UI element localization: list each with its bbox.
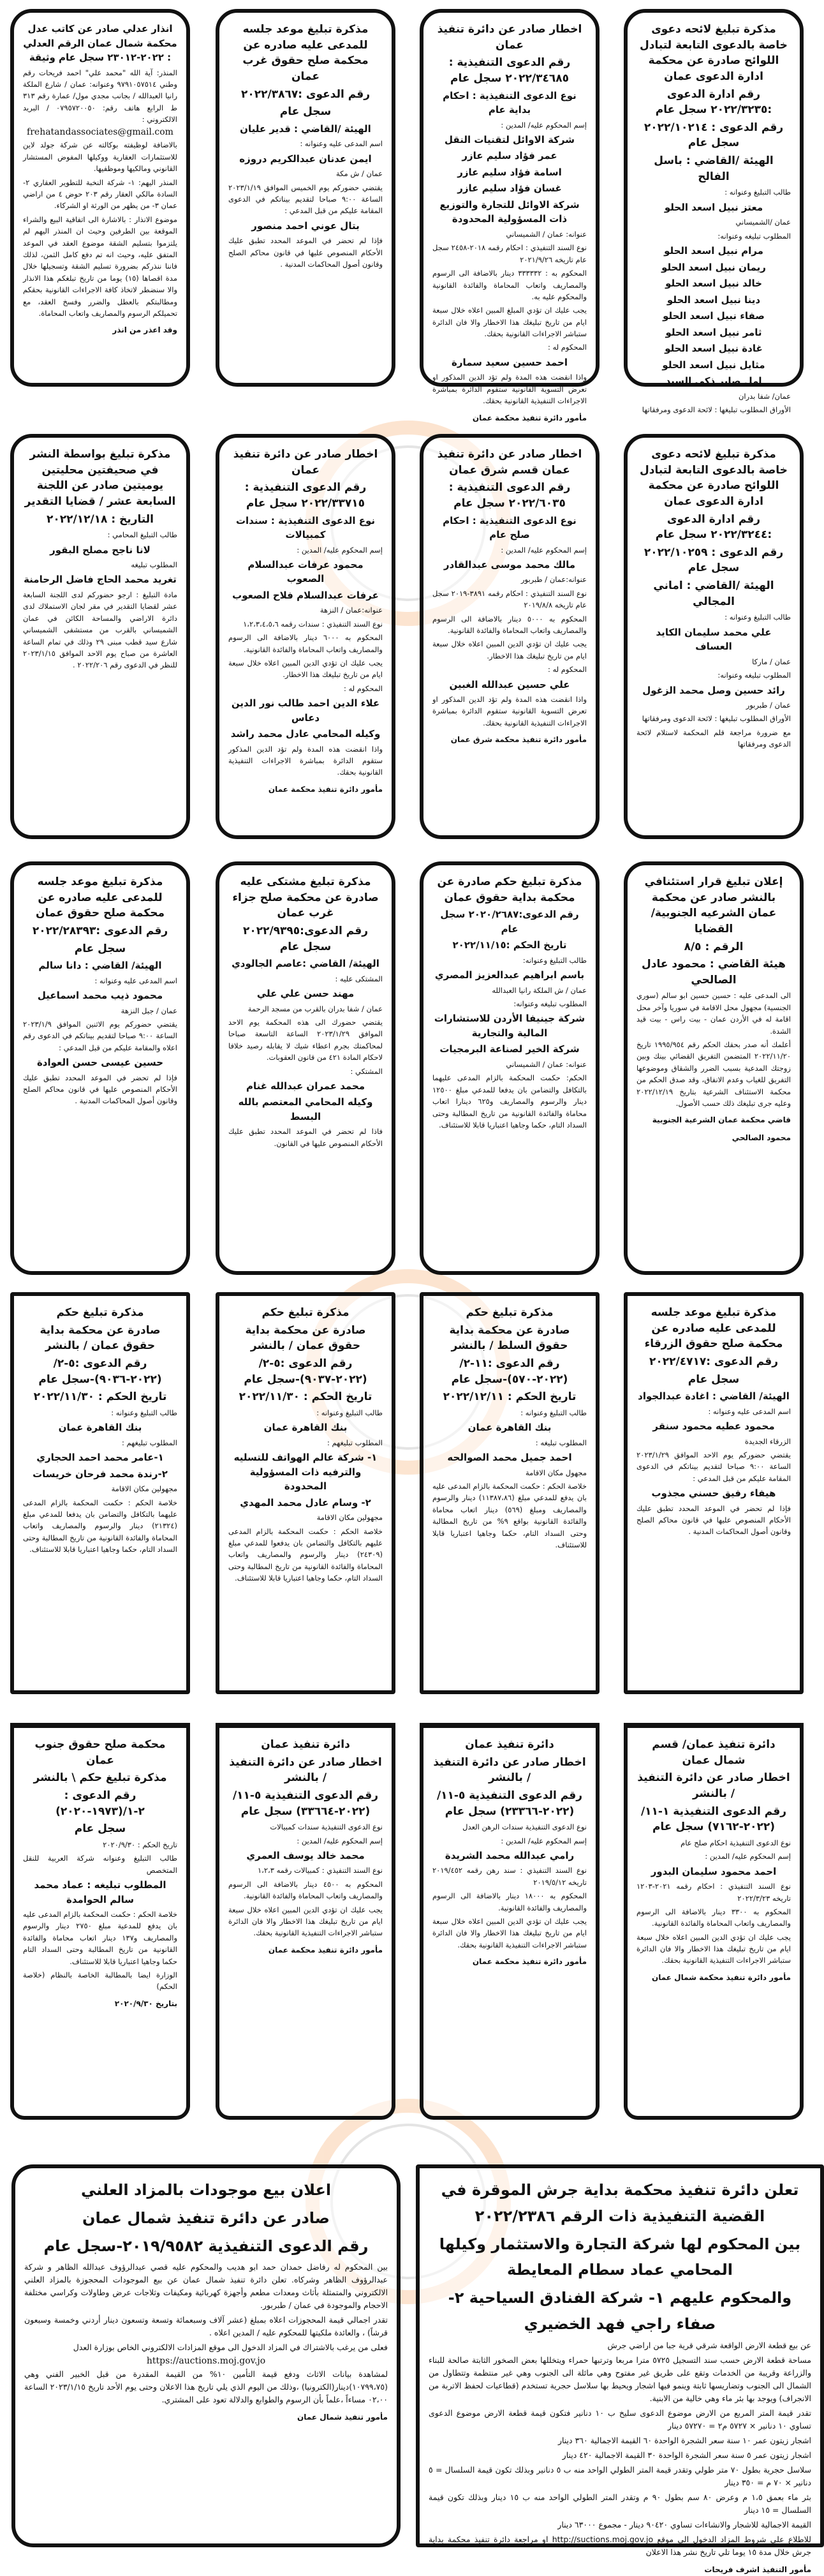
party-name: الهيئة/ القاضي :عاصم الجالودي: [232, 958, 379, 970]
notice-text: واذا انقضت هذه المدة ولم تؤد الدين المذكور او تعرض التسوية القانونية ستقوم الدائرة بمباشرة الاجراءات التنفيذية القانونية بحقك.: [432, 695, 587, 727]
notice-text: المحكوم به ٤٥٠٠ دينار بالاضافة الى الرسوم والمصاريف واتعاب المحاماة والفائدة القانونية.: [228, 1879, 383, 1901]
notice-text: إسم المحكوم عليه/ المدين :: [705, 1852, 791, 1861]
notice-text: اسم المدعى عليه وعنوانه :: [708, 1406, 791, 1416]
party-name: وكيله المحامي المعتصم بالله البسط: [238, 1096, 373, 1122]
web-address[interactable]: frehatandassociates@gmail.com: [27, 127, 173, 138]
notice-heading: مذكرة تبليغ موعد جلسه للمدعى عليه صادره عن محكمة صلح حقوق عمان: [36, 875, 165, 920]
legal-notice: [216, 861, 395, 1275]
notice-heading: مذكرة تبليغ موعد جلسه للمدعى عليه صادره عن محكمة صلح حقوق غرب عمان: [242, 23, 369, 83]
notice-heading: سجل عام: [688, 1373, 740, 1386]
notice-text: فاذا لم تحضر في الموعد المحدد تطبق عليك الأحكام المنصوص عليها في القانون.: [228, 1127, 383, 1148]
notice-text: يجب عليك ان تؤدي الدين المبين اعلاه خلال سبعة ايام من تاريخ تبليغك هذا الاخطار والا فان الدائرة ستباشر الاجراءات التنفيذية القانونية بحقك.: [636, 1932, 791, 1965]
notice-text: نوع السند التنفيذي : سندات رقمه ١،٢،٣،٤،٥،٦: [243, 619, 383, 629]
legal-notice: [10, 861, 190, 1275]
notice-heading: مذكرة تبليغ لائحه دعوى خاصة بالدعوى التابعة لتبادل اللوائح صادرة عن محكمة ادارة الدعوى عمان: [640, 448, 788, 508]
notice-text: عنوانه:عمان / طبربور: [520, 575, 587, 584]
notice-heading: رقم الدعوى التنفيذية : ٢٠٢٢/٦٠٣٥ سجل عام: [448, 481, 571, 510]
notice-heading: محكمة صلح حقوق جنوب عمان: [34, 1738, 166, 1767]
notice-text: عمان / ماركا: [752, 657, 791, 666]
notice-text: يجب عليك ان تؤدي الدين المبين اعلاه خلال سبعة ايام من تاريخ تبليغك هذا الاخطار والا فان الدائرة ستباشر الاجراءات التنفيذية القانونية بحقك.: [228, 1905, 383, 1938]
notice-text: فإذا لم تحضر في الموعد المحدد تطبق عليك الأحكام المنصوص عليها في قانون محاكم الصلح وقانون أصول المحاكمات المدنية .: [23, 1073, 177, 1106]
notice-text: طالب التبليغ وعنوانه :: [111, 1408, 177, 1417]
notice-heading: صادرة عن محكمة بداية حقوق عمان / بالنشر: [245, 1323, 366, 1353]
notice-heading: هيئة القاضي : محمود عادل الصالحي: [642, 958, 786, 986]
notice-heading: إعلان تبليغ قرار استئنافي بالنشر صادر عن محكمة عمان الشرعيه الجنوبية/ القضايا: [644, 875, 783, 935]
notice-text: نوع الدعوى التنفيذية سندات الرهن العدل: [462, 1822, 587, 1832]
notice-text: إسم المحكوم عليه/ المدين :: [297, 545, 383, 555]
party-name: بنك القاهرة عمان: [263, 1422, 348, 1434]
party-name: وكيله المحامي عادل محمد راشد: [230, 728, 381, 740]
notice-text: المشتكى عليه :: [335, 974, 383, 983]
notice-text: المحكوم به ١٨٠٠٠ دينار بالاضافة الى الرسوم والمصاريف والفائدة القانونية.: [432, 1891, 587, 1912]
party-name: لانا ناجح مصلح البقور: [50, 544, 151, 556]
notice-heading: اخطار صادر عن دائرة التنفيذ / بالنشر: [433, 1755, 586, 1785]
notice-text: نوع السند التنفيذي : كمبيالات رقمه ١،٢،٣: [257, 1866, 383, 1875]
notice-text: نوع الدعوى التنفيذية سندات كمبيالات: [270, 1822, 383, 1832]
party-name: علاء الدين احمد طالب نور الدين دعاس: [231, 697, 380, 724]
notice-heading: رقم الدعوى التنفيذية ٥-١١/ (٢٠٢٢-٢٣٣٦٦) سجل عام: [436, 1789, 583, 1818]
party-name: محمود ذيب محمد اسماعيل: [37, 990, 163, 1002]
notice-text: المحكوم له :: [547, 665, 587, 674]
party-name: الهيئة /القاضي : قدير عليان: [240, 123, 371, 135]
notice-text: المطلوب تبليغه وعنوانه:: [513, 999, 587, 1009]
party-name: ريمان نبيل اسعد الحلو: [661, 261, 766, 273]
party-name: باسم ابراهيم عبدالعزيز المصري: [434, 969, 585, 981]
signature: قاضي محكمة عمان الشرعية الجنوبية: [652, 1115, 791, 1125]
notice-text: المطلوب تبليغه: [131, 560, 177, 570]
notice-text: المحكوم به ٦٠٠٠ دينار بالاضافة الى الرسوم والمصاريف واتعاب المحاماة والفائدة القانونية.: [228, 633, 383, 654]
notice-text: إسم المحكوم عليه/ المدين :: [501, 120, 587, 130]
party-name: محمود عطيه محمود سنقر: [652, 1420, 775, 1433]
notice-heading: رقم الدعوى التنفيذية ١-١١/ (٢٠٢٢-٧١٦٢) سجل عام: [640, 1805, 787, 1834]
notice-heading: صادرة عن محكمة بداية حقوق عمان / بالنشر: [40, 1323, 161, 1353]
notice-heading: مذكرة تبليغ بواسطة النشر في صحيفتين محليتين يوميتين صادر عن اللجنة السابعة عشر / قضايا التقدير: [24, 448, 176, 508]
notice-text: إسم المحكوم عليه/ المدين :: [501, 545, 587, 555]
party-name: محمد خالد يوسف العمري: [246, 1849, 365, 1861]
notice-text: نوع السند التنفيذي : احكام رقمه ٣٨٩١-٢٠١٩ سجل عام تاريخه ٢٠١٩/٨/٨: [432, 588, 587, 610]
notice-text: تقدر قيمة المتر المربع من الارض موضوع الدعوى سليخ ب ١٠ دنانير فتكون قيمة قطعة الارض موضوع الدعوى تساوي ١٠ دنانير × ٥٧٢٧ م٢ = ٥٧٢٧٠ دينار: [429, 2408, 812, 2431]
notice-text: المطلوب تبليغه :: [535, 1438, 587, 1447]
legal-notice: [624, 861, 804, 1275]
notice-text: عمان / ش الملكة رانيا العبدالله: [492, 985, 587, 995]
party-name: عمر فؤاد سليم عازر: [462, 150, 557, 162]
notice-heading: مذكرة تبليغ حكم صادرة عن محكمة بداية حقوق عمان: [437, 875, 582, 904]
notice-heading: اخطار صادر عن دائرة تنفيذ عمان: [233, 448, 378, 477]
notice-heading: اخطار صادر عن دائرة التنفيذ / بالنشر: [637, 1771, 790, 1800]
notice-text: المحكوم به ٣٣٠٠ دينار بالاضافة الى الرسوم والمصاريف واتعاب المحاماة والفائدة القانونية.: [636, 1907, 791, 1928]
notice-text: تاريخ الحكم : ٢٠٢٠/٩/٣٠: [103, 1840, 177, 1849]
notice-heading: مذكرة تبليغ مشتكى عليه صادرة عن محكمة صلح جزاء غرب عمان: [232, 875, 379, 920]
party-name: صفاء نبيل اسعد الحلو: [663, 310, 765, 322]
notice-heading: دائرة تنفيذ عمان: [465, 1738, 554, 1751]
party-name: ايمن عدنان عبدالكريم دروزه: [239, 153, 372, 165]
notice-heading: رقم الدعوى : ٢٠٢٢/١٠٢٥٩ سجل عام: [644, 546, 784, 575]
notice-heading: تاريخ الحكم : ٢٠٢٢/١١/٣٠: [33, 1390, 167, 1404]
notice-heading: الهيئة /القاضي : باسل الفالح: [654, 154, 774, 183]
notice-heading: رقم الدعوى :٢٠٢٢/٤٧١٧: [649, 1355, 778, 1368]
legal-notice: [216, 9, 395, 387]
notice-heading: مذكرة تبليغ موعد جلسه للمدعى عليه صادره عن محكمة صلح حقوق الزرقاء: [644, 1306, 783, 1351]
legal-notice: [10, 1292, 190, 1694]
notice-text: طالب التبليغ وعنوانه :: [725, 188, 791, 197]
party-name: نوع الدعوى التنفيذية : احكام بداية عام: [443, 89, 577, 116]
signature: مأمور دائرة تنفيذ محكمة عمان: [472, 1957, 587, 1967]
notice-heading: تعلن دائرة تنفيذ محكمة بداية جرش الموقرة في القضية التنفيذية ذات الرقم ٢٠٢٢/٢٣٨٦: [441, 2181, 799, 2225]
notice-text: بئر ماء بعمق ١،٥ م وعرض ٨٠ سم بطول ٩٠ م وتقدر المتر الطولي الواحد منه ب ١٥ دينار وبذلك تكون قيمة السلسال = ١٥ دينار: [429, 2492, 811, 2515]
notice-heading: مذكرة تبليغ لائحه دعوى خاصة بالدعوى التابعة لتبادل اللوائح صادرة عن محكمة ادارة الدعوى عمان: [640, 23, 788, 83]
legal-notice: [10, 434, 190, 839]
party-name: احمد محمود سليمان البدور: [651, 1865, 777, 1877]
notice-text: مع ضرورة مراجعة قلم المحكمة لاستلام لائحة الدعوى ومرفقاتها: [636, 727, 791, 749]
notice-text: يقتضي حضوركم يوم الاثنين الموافق ٢٠٢٣/١/٩ الساعة ٩:٠٠ صباحا لتقديم بيناتكم في الدعوى رقم اعلاه والمقامة عليكم من قبل المدعي :: [23, 1019, 177, 1052]
party-name: ثامر نبيل اسعد الحلو: [665, 326, 762, 338]
notice-text: أعلمك أنه صدر بحقك الحكم رقم ١٩٩٥/٩٥٤ تاريخ ٢٠٢٢/١١/٢٠ المتضمن التفريق القضائي بينك وبين زوجتك المدعية بسبب الضرر والشقاق وموضوعها التفريق للغياب وعدم الانفاق، وقد صدق الحكم من محكمة الاستئناف الشرعية بتاريخ ٢٠٢٢/١٢/١٩ وعليه جرى تبليغك ذلك حسب الأصول.: [636, 1040, 791, 1108]
notice-text: عنوانه: عمان / الشميساني: [506, 1059, 587, 1069]
notice-text: يقتضي حضورك الى هذه المحكمة يوم الاحد الموافق ٢٠٢٣/١/٢٩ الساعة التاسعة صباحا لمحاكمتك بجرم اعطاء شيك لا يقابله رصيد خلافا لاحكام المادة ٤٢١ من قانون العقوبات.: [228, 1017, 383, 1062]
notice-heading: رقم الدعوى : ٢-١/(١٩٧٣-٢٠٢٠): [55, 1789, 145, 1818]
party-name: رائد حسين وصل محمد الزغول: [642, 684, 785, 696]
notice-text: طالب التبليغ وعنوانه :: [316, 1408, 383, 1417]
notice-text: طالب التبليغ وعنوانه:: [522, 955, 587, 965]
party-name: انذار عدلي صادر عن كاتب عدل محكمة شمال عمان الرقم العدلي : ٢٠٢٢-٢٣٠١٢ سجل عام وثيقة: [23, 23, 177, 63]
notice-heading: رقم الدعوى التنفيذية : ٢٠٢٢/٣٤٦٨٥ سجل عام: [448, 56, 571, 85]
notice-heading: رقم الدعوى :٥-٢/ (٢٠٢٢-٩٠٣٧)-سجل عام: [244, 1357, 367, 1386]
notice-heading: دائرة تنفيذ عمان/ قسم شمال عمان: [652, 1738, 776, 1767]
notice-heading: اعلان بيع موجودات بالمزاد العلني: [80, 2181, 332, 2199]
party-name: محمود عرفات عبدالسلام الصعوب: [247, 558, 364, 585]
legal-notice: [216, 434, 395, 839]
notice-heading: رقم الدعوى :١١-٢/ (٢٠٢٢-٥٧٠)-سجل عام: [451, 1357, 568, 1386]
notice-heading: تاريخ الحكم : ٢٠٢٢/١٢/١١: [443, 1390, 577, 1404]
notice-text: اسم المدعى عليه وعنوانه :: [300, 139, 383, 149]
notice-heading: الهيئة /القاضي : اماني المجالي: [653, 579, 774, 608]
notice-heading: رقم الدعوى :٢٠٢٢/٢٨٣٩٣: [32, 924, 168, 937]
notice-text: مجهولين مكان الاقامة: [111, 1484, 177, 1494]
party-name: محمد عمران عبدالله غنام: [246, 1080, 365, 1092]
signature: محمود الصالحي: [732, 1133, 791, 1142]
notice-heading: رقم الدعوى التنفيذية : ٢٠٢٢/٣٣٧١٥ سجل عام: [244, 481, 367, 510]
signature: وقد اعذر من انذر: [112, 325, 177, 335]
notice-text: نوع السند التنفيذي : احكام رقمه ٢٠١٨-٢٤٥٨ سجل عام تاريخه ٢٠٢١/٩/٢٦: [432, 243, 587, 264]
notice-text: مادة التبليغ : ارجو حضوركم لدى اللجنة السابعة عشر لقضايا التقدير في مقر لجان الاستملاك لدى دائرة الاراضي والمساحة الكائن في عمان الشميساني بالقرب من مستشفى الشميساني شارع سيد قطب مبنى ٢٩ وذلك في تمام الساعة العاشرة من صباح يوم الاحد الموافق ٢٠٢٣/١/١٥ للنظر في الدعوى رقم ٢٠٢٢/٢٠٦ .: [23, 590, 177, 670]
notice-text: إسم المحكوم عليه/ المدين :: [501, 1836, 587, 1845]
party-name: هيفاء رفيق حسني مجذوب: [651, 1487, 776, 1500]
party-name: احمد حسين سعيد سمارة: [452, 356, 568, 368]
notice-text: عمان / طبربور: [746, 701, 791, 710]
party-name: مهند حسن علي علي: [256, 988, 355, 1000]
party-name: ١-عامر محمد احمد الحجاري: [36, 1452, 164, 1464]
notice-text: مساحة قطعة الارض حسب سند التسجيل ٥٧٢٥ مترا مربعا وترتبها حمراء ويتخللها بعض الصخور الثابتة صالحة للبناء والزراعة وقريبة من الخدمات وتقع على طريق غير مفتوح وهي مائلة الى الجنوب وهي غير منتظمة وتتطاول من الشمال الى الجنوب وتضاريسها ثابتة وينمو فيها اشجار ويحيط بها سلاسل حجرية تستخدم (قطاعيات لحفظ الاتربة من الانجراف) ويوجد بها بئر ماء وهي خالية من الابنية.: [429, 2355, 811, 2403]
party-name: تاريخ الحكم :٢٠٢٢/١١/١٥: [452, 939, 567, 951]
notice-text: فعلى من يرغب بالاشتراك في المزاد الدخول الى موقع المزادات الالكتروني الخاص بوزارة العدل: [73, 2342, 388, 2353]
notice-text: الوزارة ايضا بالمطالبة الخاصة بالنظام (خلاصة الحكم): [23, 1970, 177, 1992]
notice-text: المحكوم به ٥٠٠٠ دينار بالاضافة الى الرسوم والمصاريف واتعاب المحاماة والفائدة القانونية.: [432, 614, 587, 636]
party-name: شركة جينيفا الأردن للاستشارات المالية والتجارية: [434, 1013, 585, 1039]
notice-text: لمشاهدة بيانات الاثاث ودفع قيمة التأمين ١٠% من القيمة المقدرة من قبل الخبير الفني وهي (١٠٧٩٩،٧٥)دينار(الكترونيا) ،وذلك من اليوم الذي يلي تاريخ هذا الاعلان وحتى يوم الأحد تاريخ ٢٠٢٣/١/١٥ الساعة ٠٢،٠٠ مساءاً ،علماً بأن الرسوم والطوابع والدلالة تعود على المشتري.: [24, 2369, 388, 2405]
party-name: اسامة فؤاد سليم عازر: [457, 166, 562, 178]
notice-heading: رقم الدعوى:٢٠٢٢/٩٣٩٥ سجل عام: [242, 924, 369, 953]
notice-text: المنذر: آية الله "محمد علي" احمد فريحات رقم وطني ٩٧٩١٠٥٧٥١٤ وعنوانه: عمان / شارع الملكة رانيا العبدالله / بجانب مجدي مول/ عمارة رقم ٣١٣ ط الرابع هاتف رقم: ٠٧٩٥٧٢٠٠٥٠ / البريد الالكتروني :: [23, 68, 178, 124]
party-name: معتز نبيل اسعد الحلو: [664, 201, 763, 213]
notice-heading: بين المحكوم لها شركة التجارة والاستثمار وكيلها المحامي عماد سطام المعايطة: [439, 2235, 801, 2279]
party-name: علي حسين عبدالله الغبين: [449, 678, 570, 690]
notice-heading: سجل عام: [74, 942, 126, 955]
notice-text: مجهولين مكان الاقامة: [316, 1513, 383, 1523]
party-name: رقم الدعوى:٢٠٢٠/٢٦٨٧ سجل عام: [440, 909, 579, 935]
legal-notice: [11, 2164, 401, 2547]
party-name: علي محمد سليمان الكايد العساف: [656, 626, 772, 653]
notice-text: اشجار زيتون عمر ٥ سنة سعر الشجرة الواحدة ٣٠ القيمة الاجمالية ٤٢٠ دينار: [562, 2450, 811, 2460]
notice-text: نوع السند التنفيذي : سند رهن رقمه ٢٠١٩/٤٥٢ تاريخه ٢٠١٩/٥/١٢: [432, 1866, 587, 1887]
notice-text: المنذر اليهم: ١- شركة النخبة للتطوير العقاري ٢- السادة مالكي العقار رقم ٢٠٣ حوض ٤ من اراضي عمان ٣- من يظهر من الورثة او الشركاء.: [23, 177, 178, 211]
party-name: نوع الدعوى التنفيذية : سندات كمبيالات: [235, 514, 376, 541]
notice-text: طالب التبليغ وعنوانه شركة العربية للنقل المتخصص: [23, 1854, 177, 1875]
notice-text: الى المدعى عليه : حسين حسين ابو سالم (سوري الجنسية) مجهول محل الاقامة في سوريا وآخر محل اقامة له في الأردن عمان - بيت راس - بيت قيد الشدة.: [636, 991, 791, 1036]
legal-notice: [624, 1292, 804, 1694]
notice-text: واذا انقضت هذه المدة ولم تؤد الدين المذكور او تعرض التسوية القانونية ستقوم الدائرة بمباشرة الاجراءات التنفيذية القانونية بحقك.: [432, 373, 587, 406]
legal-notice: [624, 434, 804, 839]
notice-text: عمان / جبل النزهة: [121, 1006, 177, 1015]
legal-notice: [624, 9, 804, 414]
notice-text: يجب عليك ان تؤدي الدين المبين اعلاه خلال سبعة ايام من تاريخ تبليغك هذا الاخطار والا فان الدائرة ستباشر الاجراءات التنفيذية القانونية بحقك.: [432, 1917, 587, 1949]
legal-notice: [10, 1723, 190, 2120]
party-name: بتال عوني احمد منصور: [251, 220, 360, 232]
signature: بتاريخ ٢٠٢٠/٩/٣٠: [114, 1999, 177, 2008]
notice-text: اشجار زيتون عمر ١٠ سنة سعر الشجرة الواحدة ٦٠ القيمة الاجمالية ٣٦٠ دينار: [557, 2435, 811, 2445]
signature: مأمور دائرة تنفيذ محكمة شمال عمان: [651, 1972, 791, 1982]
notice-text: خلاصة الحكم : حكمت المحكمة بالزام المدعى عليهما بالتكافل والتضامن بان يدفعا للمدعي مبلغ (٢١٣٢٤) دينار والرسوم والمصاريف واتعاب المحاماة والفائدة القانونية من تاريخ المطالبة وحتى السداد التام، حكما وجاهيا اعتباريا قابلا للاستئناف.: [23, 1498, 177, 1554]
party-name: عرفات عبدالسلام فلاح الصعوب: [232, 589, 379, 601]
notice-heading: التاريخ : ٢٠٢٢/١٢/١٨: [46, 512, 154, 526]
notice-heading: تاريخ الحكم : ٢٠٢٢/١١/٣٠: [239, 1390, 372, 1404]
notice-text: للاطلاع على شروط المزاد الدخول الى موقع http://suctions.moj.gov.jo او مراجعة دائرة تنفيذ محكمة بداية جرش خلال مدة ١٥ يوما تلي تاريخ نشر هذا الاعلان: [429, 2534, 811, 2557]
notice-text: يقتضي حضوركم يوم الخميس الموافق ٢٠٢٣/١/١٩ الساعة ٩:٠٠ صباحا لتقديم بيناتكم في الدعوى المقامة عليكم من قبل المدعي :: [228, 182, 383, 216]
party-name: الهيئة/ القاضي : دانا سالم: [38, 960, 162, 972]
notice-heading: رقم ادارة الدعوى :٢٠٢٢/٣٢٣٥ سجل عام: [655, 87, 772, 117]
notice-text: الحكم: حكمت المحكمة بالزام المدعى عليهما بالتكافل والتضامن بان يدفعا للمدعي مبلغ ١٢٥٠٠ دينار والرسوم والمصاريف و٦٢٥ دينارا اتعاب محاماة والفائدة القانونية من تاريخ المطالبة وحتى السداد التام، حكما وجاهيا اعتباريا قابلا للاستئناف.: [432, 1073, 587, 1129]
party-name: غسان فؤاد سليم عازر: [457, 182, 562, 195]
party-name: تغريد محمد الحاج فاضل الرحامنة: [24, 574, 177, 586]
legal-notice: [420, 434, 600, 839]
notice-text: المطلوب تبليغه وعنوانه:: [717, 231, 791, 241]
party-name: ٢-رندة محمد فرحان خريسات: [33, 1468, 168, 1480]
notice-text: خلاصة الحكم : حكمت المحكمة بالزام المدعى عليه بان يدفع للمدعية مبلغ ٢٧٥٠ دينار والرسوم والمصاريف و١٣٧ دينار اتعاب محاماة والفائدة القانونية من تاريخ المطالبة وحتى السداد التام حكما وجاهيا اعتباريا قابلا للاستئناف.: [23, 1910, 177, 1966]
notice-text: يجب عليك ان تؤدي الدين المبين اعلاه خلال سبعة ايام من تاريخ تبليغك هذا الاخطار.: [228, 659, 383, 680]
notice-text: واذا انقضت هذه المدة ولم تؤد الدين المذكور ستقوم الدائرة بمباشرة الاجراءات التنفيذية القانونية بحقك.: [228, 744, 383, 777]
notice-heading: اخطار صادر عن دائرة تنفيذ عمان قسم شرق عمان: [437, 448, 582, 477]
web-address[interactable]: https://auctions.moj.gov.jo: [146, 2356, 266, 2367]
notice-text: عنوانه:عمان / النزهة: [320, 606, 383, 615]
notice-text: فإذا لم تحضر في الموعد المحدد تطبق عليك الأحكام المنصوص عليها في قانون محاكم الصلح وقانون أصول المحاكمات المدنية .: [228, 236, 383, 269]
signature: مأمور دائرة تنفيذ محكمة عمان: [268, 784, 383, 794]
notice-text: نوع الدعوى التنفيذية احكام صلح عام: [681, 1838, 791, 1847]
signature: مأمور دائرة تنفيذ محكمة عمان: [472, 413, 587, 422]
notice-text: يقتضي حضوركم يوم الاحد الموافق ٢٠٢٣/١/٢٩ الساعة ٩:٠٠ صباحا لتقديم بيناتكم في الدعوى المقامة عليكم من قبل المدعي :: [636, 1450, 791, 1483]
notice-text: خلاصة الحكم : حكمت المحكمة بالزام المدعى عليهم بالتكافل والتضامن بان يدفعوا للمدعي مبلغ (٢٤٣٠٩) دينار والرسوم والمصاريف واتعاب المحاماة والفائدة القانونية من تاريخ المطالبة وحتى السداد التام، حكما وجاهيا اعتباريا قابلا للاستئناف.: [228, 1526, 383, 1583]
party-name: ٢- وسام عادل محمد المهدي: [240, 1496, 371, 1508]
notice-text: عمان/ شفا بدران: [738, 391, 791, 401]
legal-notice: [624, 1723, 804, 2120]
notice-heading: رقم ادارة الدعوى :٢٠٢٢/٣٢٤٤ سجل عام: [655, 512, 772, 542]
signature: مأمور تنفيذ شمال عمان: [297, 2413, 388, 2422]
notice-text: عمان /الشميساني: [735, 218, 791, 227]
party-name: الهيئة/ القاضي : اغادة عبدالجواد: [638, 1390, 790, 1403]
notice-text: عن بيع قطعة الارض الواقعة شرقي قرية جبا من اراضي جرش: [607, 2340, 811, 2350]
party-name: شركة الاوائل للتجارة والتوزيع ذات المسؤولية المحدودة: [439, 198, 580, 225]
notice-text: المشتكي :: [350, 1066, 383, 1076]
signature: مأمور التنفيذ اشرف فريحات: [704, 2565, 811, 2574]
legal-notice: [420, 9, 600, 422]
notice-heading: الرقم : ٨/٥: [684, 940, 744, 953]
notice-heading: اخطار صادر عن دائرة تنفيذ عمان: [437, 23, 582, 52]
party-name: دينا نبيل اسعد الحلو: [666, 294, 761, 306]
party-name: مالك محمد موسى عبدالقادر: [443, 558, 576, 570]
notice-text: تقدر اجمالي قيمة المحجوزات اعلاه بمبلغ (عشر آلاف وسبعمائة وتسعة وتسعون دينار أردني وخمسة وسبعون قرشاً) ، والعائدة ملكيتها للمحكوم عليه / المدين اعلاه .: [24, 2315, 388, 2338]
legal-notice: [10, 9, 190, 387]
notice-heading: مذكرة تبليغ حكم: [466, 1306, 554, 1319]
party-name: ١- شركة عالم الهواتف للتسليه والترفيه ذات المسؤولية المحدودة: [233, 1452, 378, 1493]
notice-text: عمان / ش مكة: [335, 169, 383, 179]
party-name: حسين عيسى حسن العوادة: [36, 1057, 164, 1069]
notice-text: بين المحكوم له رفاضل حمدان حمد ابو هديب والمحكوم عليه قصي عبدالرؤوف عبدالله الظاهر و شركة عبدالرؤوف الظاهر وشركاه. تعلن دائرة تنفيذ شمال عمان عن بيع الموجودات المحجوزة بالمزاد العلني الالكتروني والمتمثلة بأثاث ومعدات مطعم وأجهزة كهربائية ومكيفات وثلاجات عرض وطاولات وكراسي مختلفة الاحجام والموجودة في عمان / طبربور.: [24, 2262, 388, 2311]
signature: مأمور دائرة تنفيذ محكمة شرق عمان: [450, 735, 587, 745]
party-name: احمد جميل محمد الصوالحه: [447, 1452, 572, 1464]
notice-heading: سجل عام: [74, 1822, 126, 1836]
party-name: نوع الدعوى التنفيذية : احكام صلح عام: [443, 514, 577, 541]
party-name: شركة الاوائل لتقنيات النقل: [445, 133, 575, 145]
notice-text: طالب التبليغ وعنوانه :: [725, 613, 791, 622]
notice-text: مجهول مكان الاقامة: [525, 1468, 587, 1477]
notice-text: المطلوب تبليغهم :: [327, 1438, 383, 1447]
party-name: المطلوب تبليغه : عماد محمد سالم الحوامدة: [34, 1879, 166, 1905]
party-name: غادة نبيل اسعد الحلو: [665, 343, 763, 355]
legal-notice: [416, 2164, 824, 2574]
notice-heading: دائرة تنفيذ عمان: [261, 1738, 350, 1751]
notice-text: طالب التبليغ المحامي :: [107, 530, 177, 540]
party-name: خالد نبيل اسعد الحلو: [665, 278, 762, 290]
notice-text: الأوراق المطلوب تبليغها : لائحة الدعوى ومرفقاتها: [642, 405, 791, 414]
notice-text: المحكوم به : ٣٣٣٣٣٢ دينار بالاضافة الى الرسوم والمصاريف واتعاب المحاماة والفائدة القانونية والمحكوم عليه به.: [432, 269, 587, 301]
notice-text: عمان / شفا بدران بالقرب من مسجد الرحمة: [247, 1004, 383, 1013]
notice-heading: رقم الدعوى التنفيذية ٢٠١٩/٩٥٨٢-سجل عام: [43, 2237, 369, 2255]
notice-text: المطلوب تبليغه وعنوانه:: [717, 671, 791, 680]
legal-notice: [216, 1723, 395, 2120]
notice-heading: رقم الدعوى :٥-٢/ (٢٠٢٢-٩٠٣٦)-سجل عام: [38, 1357, 162, 1386]
party-name: بنك القاهرة عمان: [467, 1422, 552, 1434]
notice-heading: والمحكوم عليهم ١- شركة الفنادق السياحية ٢- صفاء راجي فهد الخضيري: [448, 2289, 792, 2333]
party-name: شركة الخير لصناعة البرمجيات: [439, 1043, 580, 1055]
notice-text: فإذا لم تحضر في الموعد المحدد تطبق عليك الأحكام المنصوص عليها في قانون محاكم الصلح وقانون أصول المحاكمات المدنية .: [636, 1503, 791, 1537]
notice-heading: رقم الدعوى التنفيذية ٥-١١/ (٢٠٢٢-٣٣٦٦٤) سجل عام: [232, 1789, 379, 1818]
notice-heading: صادرة عن محكمة بداية حقوق السلط / بالنشر: [449, 1323, 570, 1353]
party-name: رامي عبدالله محمد الشريدة: [445, 1849, 575, 1861]
notice-text: سلاسل حجرية بطول ٧٠ متر طولي وتقدر قيمة المتر الطولي الواحد منه ب ٥ دنانير وبذلك تكون قيمة السلسال = ٥ دنانير × ٧٠ م = ٣٥٠ دينار: [429, 2464, 811, 2487]
notice-heading: صادر عن دائرة تنفيذ شمال عمان: [82, 2208, 330, 2227]
notice-heading: رقم الدعوى : ٢٠٢٢/١٠٢١٤ سجل عام: [644, 121, 784, 150]
notice-text: بالاضافة لوظيفته بوكالته عن شركة جولد لاين للاستثمارات العقارية ووكيلها المفوض المستشار القانوني ومالكيها وموظفيها.: [23, 140, 177, 174]
notice-text: طالب التبليغ وعنوانه :: [520, 1408, 587, 1417]
legal-notice: [420, 1723, 600, 2120]
notice-heading: مذكرة تبليغ حكم: [261, 1306, 349, 1319]
party-name: مثايل نبيل اسعد الحلو: [662, 359, 765, 371]
notice-heading: اخطار صادر عن دائرة التنفيذ / بالنشر: [229, 1755, 382, 1785]
notice-heading: مذكرة تبليغ حكم: [56, 1306, 144, 1319]
party-name: مرام نبيل اسعد الحلو: [664, 245, 763, 257]
legal-notice: [420, 1292, 600, 1694]
party-name: امل صابر ذكي السيد: [665, 375, 762, 387]
party-name: بنك القاهرة عمان: [58, 1422, 142, 1434]
notice-text: الأوراق المطلوب تبليغها : لائحة الدعوى ومرفقاتها: [642, 714, 791, 724]
notice-text: يجب عليك ان تؤدي الدين المبين اعلاه خلال سبعة ايام من تاريخ تبليغك هذا الاخطار.: [432, 639, 587, 660]
notice-text: المحكوم له :: [343, 683, 383, 693]
notice-text: القيمة الاجمالية للاشجار والانشاءات تساوي ٩٠٤٢٠ دينار - مجموع ٦٣٠٠٠ دينار: [557, 2519, 811, 2529]
signature: مأمور دائرة تنفيذ محكمة عمان: [268, 1945, 383, 1954]
notice-text: يجب عليك ان تؤدي المبلغ المبين اعلاه خلال سبعة ايام من تاريخ تبليغك هذا الاخطار والا فان الدائرة ستباشر الاجراءات القانونية بحقك.: [432, 306, 587, 339]
notice-text: اسم المدعى عليه وعنوانه :: [94, 976, 177, 985]
notice-heading: سجل عام: [279, 105, 332, 119]
notice-text: المحكوم له :: [547, 343, 587, 352]
legal-notice: [420, 861, 600, 1275]
notice-heading: رقم الدعوى :٢٠٢٢/٣٨٦٧: [241, 87, 370, 101]
notice-text: إسم المحكوم عليه/ المدين :: [297, 1836, 383, 1845]
notice-text: عنوانه: عمان / الشميساني: [506, 229, 587, 239]
notice-text: موضوع الانذار : بالاشارة الى اتفاقية البيع والشراء الموقعة بين الطرفين وحيث ان المنذر اليهم لم يلتزموا بتسليم الشقة موضوع العقد في الموعد المتفق عليه، وحيث انه تم دفع كامل الثمن، لذلك فاننا ننذركم بضرورة تسليم الشقة وتسجيلها خلال مدة اقصاها (١٥) يوما من تاريخ تبلغكم هذا الانذار والا سنضطر لاتخاذ كافة الاجراءات القانونية بحقكم ومطالبتكم بالعطل والضرر وفسخ العقد، مع تحميلكم الرسوم والمصاريف واتعاب المحاماة.: [23, 214, 177, 318]
notice-text: المطلوب تبليغهم :: [122, 1438, 177, 1447]
notice-text: الزرقاء الجديدة: [744, 1436, 791, 1446]
notice-text: خلاصة الحكم : حكمت المحكمة بالزام المدعى عليه بان يدفع للمدعي مبلغ (١١٣٨٧،٨٦) دينار والرسوم والمصاريف ومبلغ (٥٦٩) دينار اتعاب محاماة والفائدة القانونية بواقع ٩% من تاريخ المطالبة وحتى السداد التام، حكما وجاهيا اعتباريا قابلا للاستئناف.: [432, 1482, 587, 1549]
notice-text: نوع السند التنفيذي : احكام رقمه ٢٠٢١-١٢٠٣ تاريخه ٢٠٢٢/٣/٢٣: [636, 1882, 791, 1903]
legal-notice: [216, 1292, 395, 1694]
notice-heading: مذكرة تبليغ حكم \ بالنشر: [33, 1771, 167, 1785]
